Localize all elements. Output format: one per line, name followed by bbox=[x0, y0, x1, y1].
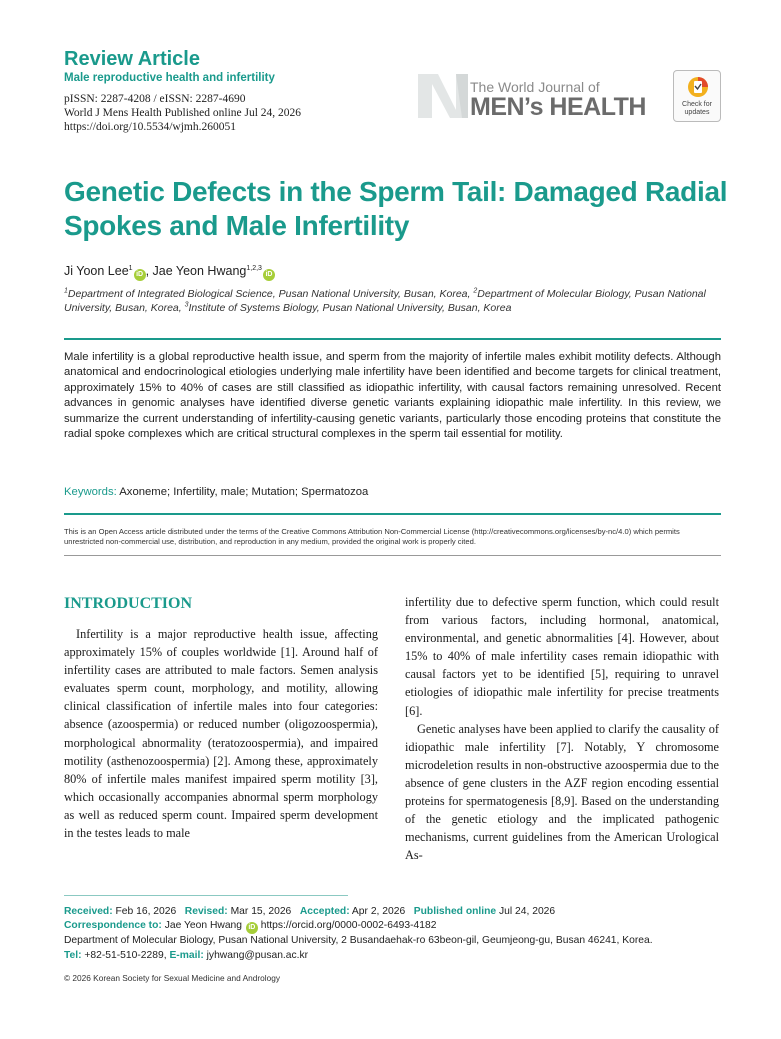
keywords-text: Axoneme; Infertility, male; Mutation; Spermatozoa bbox=[116, 486, 369, 498]
body-column-right bbox=[405, 593, 719, 864]
published-date: Jul 24, 2026 bbox=[496, 906, 556, 917]
keywords bbox=[64, 486, 368, 498]
email-value[interactable]: jyhwang@pusan.ac.kr bbox=[203, 949, 309, 961]
affiliation-2: Department of Molecular Biology, Pusan National University, Busan, Korea, bbox=[64, 288, 706, 314]
email-label: E-mail: bbox=[169, 949, 204, 961]
affiliations bbox=[64, 287, 724, 315]
received-label: Received: bbox=[64, 906, 113, 917]
abstract-text: Male infertility is a global reproductive health issue, and sperm from the majority of infertile males exhibit motility defects. Although anatomical and endocrinological etiologies underlying male infertility have been identified and become targets for clinical treatment, approximately 15% to 40% of cases are still classified as idiopathic infertility, with causal factors remaining unresolved. Recent advances in genomic analyses have identified diverse genetic variants explaining idiopathic male infertility. In this review, we summarize the current understanding of infertility-causing genetic variants, particularly those encoding proteins that constitute the radial spoke complexes which are critical structural complexes in the sperm tail essential for motility. bbox=[64, 351, 721, 441]
journal-logo-line2: MEN’s HEALTH bbox=[470, 93, 646, 121]
correspondence-address: Department of Molecular Biology, Pusan National University, 2 Busandaehak-ro 63beon-gil, Geumjeong-gu, Busan 46241, Korea. bbox=[64, 935, 653, 947]
author-affil-sup: 1,2,3 bbox=[246, 264, 262, 272]
affiliation-1: Department of Integrated Biological Science, Pusan National University, Busan, Korea, bbox=[67, 288, 474, 300]
license-rule bbox=[64, 555, 721, 556]
received-date: Feb 16, 2026 bbox=[112, 906, 185, 917]
footer-rule bbox=[64, 895, 348, 896]
license-notice: This is an Open Access article distributed under the terms of the Creative Commons Attribution Non-Commercial License (http://creativecommons.org/licenses/by-nc/4.0) which permits unrestricted non-commercial use, distribution, and reproduction in any medium, provided the original work is properly cited. bbox=[64, 527, 680, 546]
author-name[interactable]: Ji Yoon Lee bbox=[64, 264, 129, 278]
check-for-updates-icon bbox=[686, 75, 710, 99]
correspondence-line bbox=[64, 919, 721, 934]
published-label: Published online bbox=[413, 906, 497, 917]
article-title: Genetic Defects in the Sperm Tail: Damaged Radial Spokes and Male Infertility bbox=[64, 176, 728, 241]
affil-sup: 1 bbox=[64, 287, 68, 295]
author-separator: , bbox=[145, 264, 153, 278]
body-paragraph: infertility due to defective sperm function, which could result from various factors, including hormonal, anatomical, environmental, and genetic abnormalities [4]. However, about 15% to 40% of male infertility cases remain idiopathic with causal factors yet to be identified [5], requiring to unravel etiologies of idiopathic male infertility for precise treatments [6]. bbox=[405, 595, 719, 718]
article-footer bbox=[64, 905, 721, 963]
check-for-updates-label: Check for updates bbox=[682, 101, 712, 116]
revised-date: Mar 15, 2026 bbox=[227, 906, 300, 917]
accepted-date: Apr 2, 2026 bbox=[349, 906, 414, 917]
orcid-icon[interactable]: iD bbox=[246, 922, 258, 934]
author-affil-sup: 1 bbox=[128, 264, 133, 272]
copyright-notice: © 2026 Korean Society for Sexual Medicine and Andrology bbox=[64, 973, 280, 983]
tel-value: +82-51-510-2289, bbox=[81, 949, 170, 961]
correspondence-orcid[interactable]: https://orcid.org/0000-0002-6493-4182 bbox=[257, 920, 437, 932]
doi-link[interactable]: https://doi.org/10.5534/wjmh.260051 bbox=[64, 121, 236, 133]
issn-line: pISSN: 2287-4208 / eISSN: 2287-4690 bbox=[64, 93, 246, 105]
contact-line bbox=[64, 949, 721, 963]
orcid-icon[interactable]: iD bbox=[263, 269, 275, 281]
tel-label: Tel: bbox=[64, 949, 82, 961]
author-list bbox=[64, 264, 275, 281]
accepted-label: Accepted: bbox=[299, 906, 350, 917]
journal-line: World J Mens Health Published online Jul 24, 2026 bbox=[64, 107, 302, 119]
journal-logo-mark-icon bbox=[416, 70, 472, 122]
correspondence-label: Correspondence to: bbox=[64, 920, 162, 932]
revised-label: Revised: bbox=[184, 906, 228, 917]
author-name[interactable]: Jae Yeon Hwang bbox=[152, 264, 247, 278]
article-type: Review Article bbox=[64, 48, 200, 70]
affil-sup: 2 bbox=[473, 287, 478, 295]
body-paragraph: Genetic analyses have been applied to clarify the causality of idiopathic male infertility [7]. Notably, Y chromosome microdeletion results in non-obstructive azoospermia due to the absence of gene clusters in the AZF region encoding essential proteins for spermatogenesis [8,9]. Based on the understanding of the genetic etiology and the implicated pathogenic mechanisms, current guidelines from the American Urological As- bbox=[405, 721, 719, 863]
journal-logo-line1: The World Journal of bbox=[470, 79, 600, 95]
affil-sup: 3 bbox=[184, 301, 189, 309]
affiliation-3: Institute of Systems Biology, Pusan National University, Busan, Korea bbox=[188, 302, 512, 314]
correspondence-name: Jae Yeon Hwang bbox=[161, 920, 245, 932]
section-heading: INTRODUCTION bbox=[64, 595, 193, 612]
abstract-top-rule bbox=[64, 338, 721, 340]
article-subject: Male reproductive health and infertility bbox=[64, 72, 275, 84]
check-for-updates-badge[interactable] bbox=[673, 70, 721, 122]
abstract-bottom-rule bbox=[64, 513, 721, 515]
keywords-label: Keywords: bbox=[64, 486, 117, 498]
orcid-icon[interactable]: iD bbox=[134, 269, 146, 281]
dates-line bbox=[64, 905, 721, 919]
body-column-left bbox=[64, 594, 378, 842]
body-paragraph: Infertility is a major reproductive health issue, affecting approximately 15% of couples worldwide [1]. Around half of infertility cases are attributed to male factors. Semen analysis evaluates sperm count, morphology, and motility, allowing clinical classification of infertile males into four categories: absence (azoospermia) or reduced number (oligozoospermia), morphological abnormality (teratozoospermia), and impaired motility (asthenozoospermia) [2]. Among these, approximately 80% of infertile males manifest impaired sperm motility [3], which occasionally accompanies abnormal sperm morphology as well as reduced sperm count. Impaired sperm development in the testes leads to male bbox=[64, 627, 378, 841]
